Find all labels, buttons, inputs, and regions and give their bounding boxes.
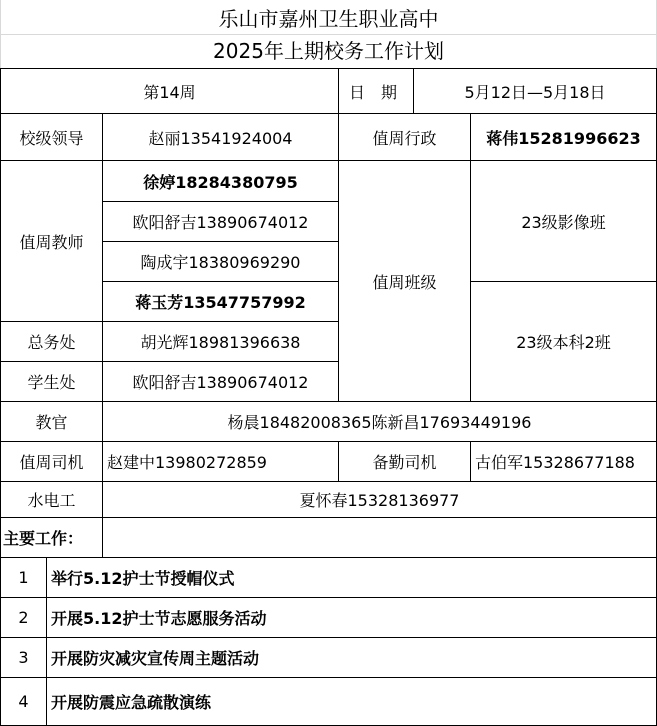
- duty-class-label: 值周班级: [338, 160, 471, 402]
- duty-teacher-item: 陶成宇18380969290: [102, 241, 339, 282]
- work-item-text: 开展防灾减灾宣传周主题活动: [46, 637, 657, 678]
- backup-driver-value: 古伯军15328677188: [470, 441, 657, 482]
- general-affairs-value: 胡光辉18981396638: [102, 321, 339, 362]
- instructor-label: 教官: [0, 401, 103, 442]
- duty-driver-value: 赵建中13980272859: [102, 441, 339, 482]
- title-block: [0, 0, 657, 68]
- duty-admin-value: 蒋伟15281996623: [470, 113, 657, 161]
- work-item-text: 开展防震应急疏散演练: [46, 677, 657, 726]
- title-divider: [0, 34, 657, 35]
- work-item-number: 4: [0, 677, 47, 726]
- student-office-value: 欧阳舒吉13890674012: [102, 361, 339, 402]
- student-office-label: 学生处: [0, 361, 103, 402]
- instructor-value: 杨晨18482008365陈新昌17693449196: [102, 401, 657, 442]
- work-item-number: 1: [0, 557, 47, 598]
- duty-driver-label: 值周司机: [0, 441, 103, 482]
- work-item-number: 3: [0, 637, 47, 678]
- school-leader-label: 校级领导: [0, 113, 103, 161]
- week-label: 第14周: [0, 68, 339, 114]
- duty-teacher-item: 蒋玉芳13547757992: [102, 281, 339, 322]
- backup-driver-label: 备勤司机: [338, 441, 471, 482]
- duty-teacher-item: 徐婷18284380795: [102, 160, 339, 202]
- work-item-text: 开展5.12护士节志愿服务活动: [46, 597, 657, 638]
- duty-teachers-label: 值周教师: [0, 160, 103, 322]
- duty-admin-label: 值周行政: [338, 113, 471, 161]
- work-item-text: 举行5.12护士节授帽仪式: [46, 557, 657, 598]
- main-work-label: 主要工作：: [0, 517, 103, 558]
- date-label: 日 期: [338, 68, 414, 114]
- school-leader-value: 赵丽13541924004: [102, 113, 339, 161]
- duty-class-1: 23级影像班: [470, 160, 657, 282]
- duty-class-2: 23级本科2班: [470, 281, 657, 402]
- work-item-number: 2: [0, 597, 47, 638]
- utilities-label: 水电工: [0, 481, 103, 518]
- date-value: 5月12日—5月18日: [413, 68, 657, 114]
- utilities-value: 夏怀春15328136977: [102, 481, 657, 518]
- duty-teacher-item: 欧阳舒吉13890674012: [102, 201, 339, 242]
- school-name-title: 乐山市嘉州卫生职业高中: [218, 7, 439, 31]
- general-affairs-label: 总务处: [0, 321, 103, 362]
- plan-title: 2025年上期校务工作计划: [213, 39, 444, 63]
- main-work-header-blank: [102, 517, 657, 558]
